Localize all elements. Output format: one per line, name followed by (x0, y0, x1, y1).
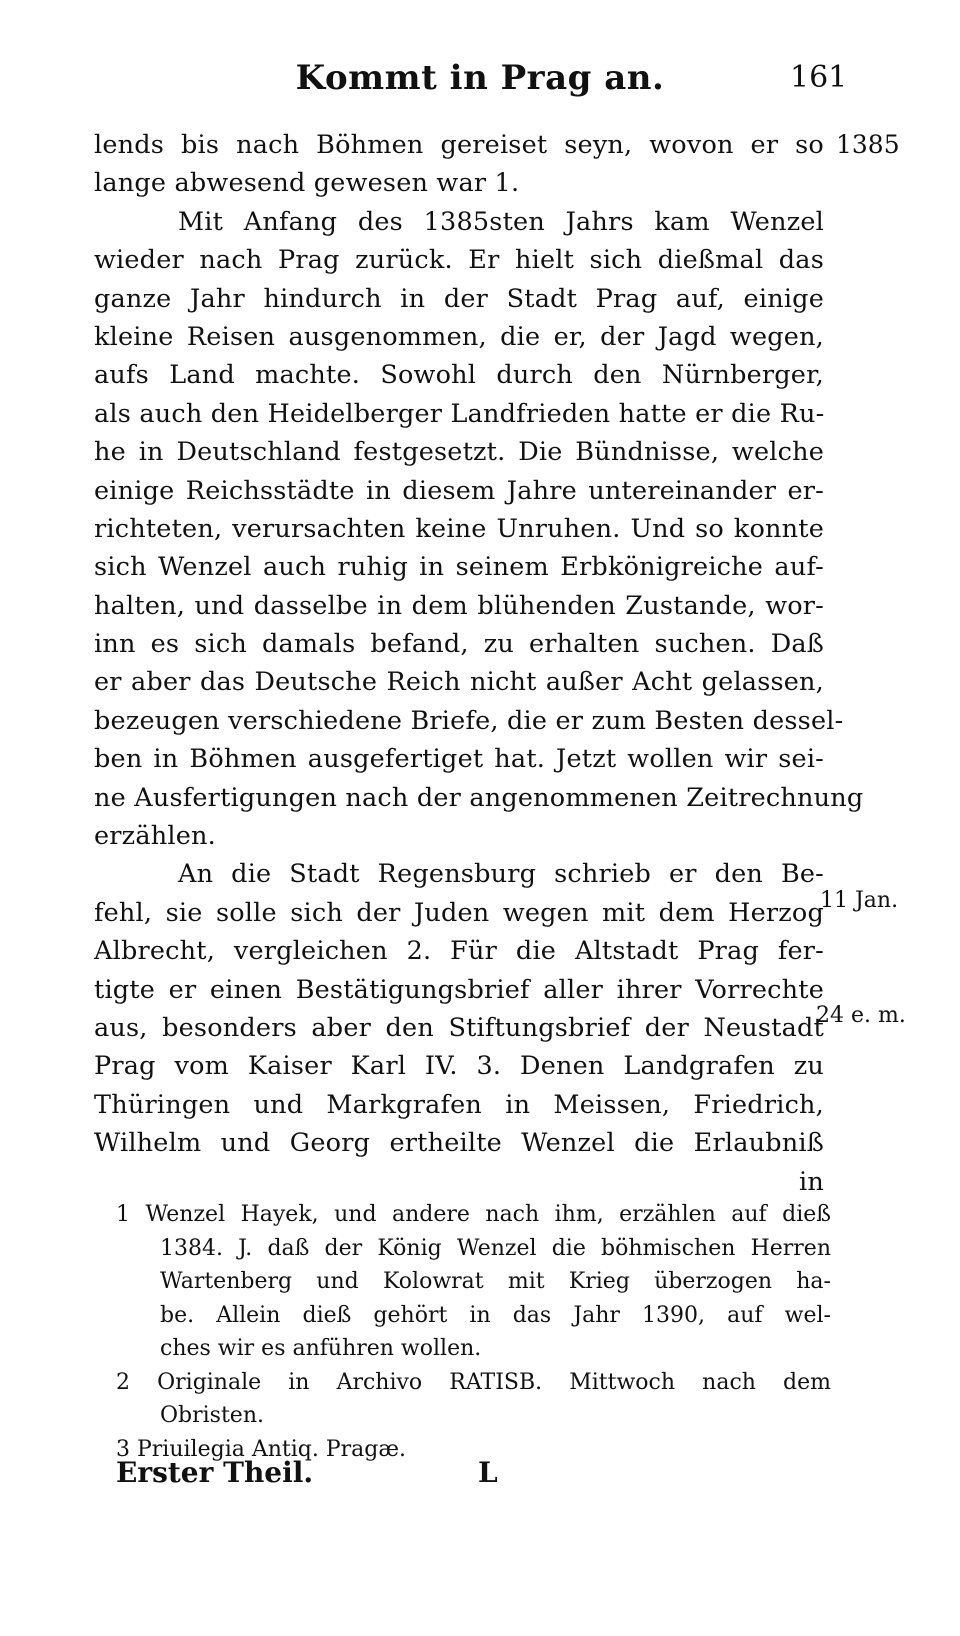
margin-note-date-2: 24 e. m. (816, 1003, 906, 1028)
footnote-line: Obristen. (160, 1403, 264, 1428)
text-line: Thüringen und Markgrafen in Meissen, Friedrich, (94, 1089, 824, 1120)
text-line: als auch den Heidelberger Landfrieden hatte er die Ru- (94, 398, 825, 429)
text-line: ben in Böhmen ausgefertiget hat. Jetzt wollen wir sei- (94, 744, 824, 775)
footnote-line: 1 Wenzel Hayek, und andere nach ihm, erzählen auf dieß (116, 1202, 831, 1227)
text-line: lends bis nach Böhmen gereiset seyn, wovon er so (94, 130, 824, 160)
margin-note-date-1: 11 Jan. (820, 888, 899, 913)
text-line: Albrecht, vergleichen 2. Für die Altstadt Prag fer- (94, 936, 824, 967)
text-line: tigte er einen Bestätigungsbrief aller ihrer Vorrechte (94, 974, 824, 1005)
text-line: aufs Land machte. Sowohl durch den Nürnberger, (94, 360, 824, 391)
text-line: Prag vom Kaiser Karl IV. 3. Denen Landgrafen zu (94, 1051, 824, 1082)
text-line: bezeugen verschiedene Briefe, die er zum Besten dessel- (94, 705, 844, 736)
footnote-line: 1384. J. daß der König Wenzel die böhmischen Herren (160, 1235, 831, 1261)
footnote-line: Wartenberg und Kolowrat mit Krieg überzogen ha- (160, 1269, 831, 1294)
text-line: An die Stadt Regensburg schrieb er den Be- (178, 859, 824, 890)
text-line: fehl, sie solle sich der Juden wegen mit dem Herzog (94, 897, 824, 928)
text-line: Mit Anfang des 1385sten Jahrs kam Wenzel (178, 206, 824, 237)
footnote-line: ches wir es anführen wollen. (160, 1336, 482, 1361)
footnotes (116, 1198, 831, 1466)
text-line: aus, besonders aber den Stiftungsbrief der Neustadt (94, 1012, 824, 1043)
text-line: lange abwesend gewesen war 1. (94, 168, 520, 199)
text-line: einige Reichsstädte in diesem Jahre untereinander er- (94, 475, 824, 506)
text-line: ganze Jahr hindurch in der Stadt Prag auf, einige (94, 283, 824, 314)
page-number: 161 (790, 60, 848, 95)
catchword: in (799, 1166, 824, 1197)
footnote-line: 3 Priuilegia Antiq. Pragæ. (116, 1436, 407, 1462)
part-signature: Erster Theil. (116, 1456, 314, 1489)
text-line: richteten, verursachten keine Unruhen. Und so konnte (94, 513, 824, 544)
text-line: wieder nach Prag zurück. Er hielt sich dießmal das (94, 245, 824, 276)
text-line: inn es sich damals befand, zu erhalten suchen. Daß (94, 629, 824, 660)
footnote-line: 2 Originale in Archivo RATISB. Mittwoch nach dem (116, 1369, 831, 1395)
footnote-line: be. Allein dieß gehört in das Jahr 1390, auf wel- (160, 1302, 831, 1328)
text-line: he in Deutschland festgesetzt. Die Bündnisse, welche (94, 437, 824, 468)
signature-mark: L (478, 1456, 498, 1489)
running-title: Kommt in Prag an. (295, 58, 665, 98)
margin-note-year: 1385 (836, 130, 900, 159)
text-line: ne Ausfertigungen nach der angenommenen Zeitrechnung (94, 782, 864, 813)
text-line: erzählen. (94, 821, 216, 852)
text-line: Wilhelm und Georg ertheilte Wenzel die Erlaubniß (94, 1128, 824, 1159)
text-line: sich Wenzel auch ruhig in seinem Erbkönigreiche auf- (94, 552, 824, 583)
text-line: kleine Reisen ausgenommen, die er, der Jagd wegen, (94, 321, 824, 352)
text-line: er aber das Deutsche Reich nicht außer Acht gelassen, (94, 667, 824, 698)
text-line: halten, und dasselbe in dem blühenden Zustande, wor- (94, 590, 824, 621)
